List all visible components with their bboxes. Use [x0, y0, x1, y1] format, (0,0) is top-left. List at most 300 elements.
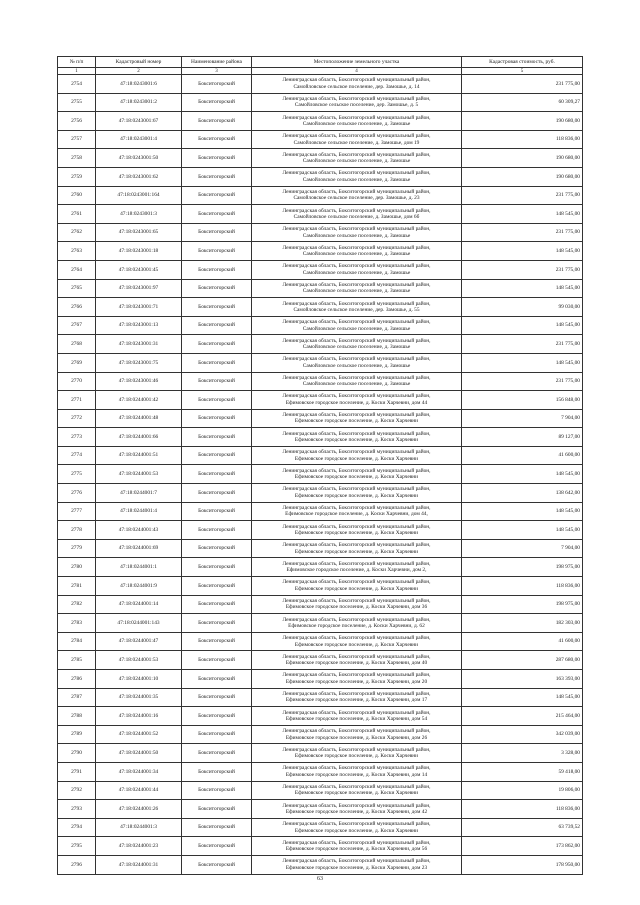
location-line-2: Самойловское сельское поселение, д. Замошье, дом 6б — [293, 213, 420, 220]
cadastral-number: 47:18:0243001:67 — [96, 112, 182, 131]
location-line-2: Самойловское сельское поселение, д. Замошье — [302, 232, 411, 239]
row-number: 2758 — [58, 149, 96, 168]
location-line-2: Ефимовское городское поселение, д. Коски Харчевни — [294, 437, 419, 444]
location — [252, 186, 462, 205]
location-line-1: Ленинградская область, Бокситогорский муниципальный район, — [282, 133, 431, 140]
location-line-1: Ленинградская область, Бокситогорский муниципальный район, — [282, 244, 431, 251]
location-line-2: Ефимовское городское поселение, д. Коски Харчевни — [294, 492, 419, 499]
cadastral-number: 47:18:0244001:3 — [96, 818, 182, 837]
district-name: Бокситогорский — [182, 446, 252, 465]
cadastral-value: 41 600,00 — [462, 632, 583, 651]
table-row — [58, 670, 583, 689]
location — [252, 446, 462, 465]
location-line-2: Ефимовское городское поселение, д. Коски Харчевни, дом 54 — [285, 715, 428, 722]
district-name: Бокситогорский — [182, 800, 252, 819]
row-number: 2792 — [58, 781, 96, 800]
location-line-1: Ленинградская область, Бокситогорский муниципальный район, — [282, 858, 431, 865]
district-name: Бокситогорский — [182, 539, 252, 558]
location-line-1: Ленинградская область, Бокситогорский муниципальный район, — [282, 523, 431, 530]
location-line-2: Самойловское сельское поселение, дер. Замошье, д. 5 — [294, 102, 419, 109]
district-name: Бокситогорский — [182, 632, 252, 651]
location — [252, 260, 462, 279]
row-number: 2783 — [58, 614, 96, 633]
table-row — [58, 855, 583, 874]
district-name: Бокситогорский — [182, 614, 252, 633]
location-line-1: Ленинградская область, Бокситогорский муниципальный район, — [282, 319, 431, 326]
table-row — [58, 242, 583, 261]
location-line-1: Ленинградская область, Бокситогорский муниципальный район, — [282, 560, 431, 567]
location — [252, 75, 462, 94]
table-row — [58, 707, 583, 726]
location — [252, 205, 462, 224]
location — [252, 167, 462, 186]
location-line-2: Самойловское сельское поселение, д. Замошье — [302, 269, 411, 276]
row-number: 2756 — [58, 112, 96, 131]
location — [252, 149, 462, 168]
cadastral-number: 47:18:0244001:48 — [96, 409, 182, 428]
row-number: 2757 — [58, 130, 96, 149]
district-name: Бокситогорский — [182, 372, 252, 391]
district-name: Бокситогорский — [182, 409, 252, 428]
location-line-1: Ленинградская область, Бокситогорский муниципальный район, — [282, 337, 431, 344]
location-line-2: Самойловское сельское поселение, д. Замошье — [302, 251, 411, 258]
table-row — [58, 186, 583, 205]
cadastral-value: 173 862,00 — [462, 837, 583, 856]
location-line-1: Ленинградская область, Бокситогорский муниципальный район, — [282, 412, 431, 419]
location-line-1: Ленинградская область, Бокситогорский муниципальный район, — [282, 95, 431, 102]
cadastral-value: 148 545,00 — [462, 502, 583, 521]
table-row — [58, 688, 583, 707]
location — [252, 502, 462, 521]
cadastral-number: 47:18:0244001:23 — [96, 837, 182, 856]
cadastral-number: 47:18:0244001:35 — [96, 688, 182, 707]
table-row — [58, 446, 583, 465]
cadastral-value: 198 975,00 — [462, 595, 583, 614]
location-line-2: Ефимовское городское поселение, д. Коски Харчевни — [294, 418, 419, 425]
cadastral-number: 47:18:0244001:4 — [96, 502, 182, 521]
location-line-1: Ленинградская область, Бокситогорский муниципальный район, — [282, 263, 431, 270]
row-number: 2775 — [58, 465, 96, 484]
cadastral-number: 47:18:0244001:44 — [96, 781, 182, 800]
table-row — [58, 632, 583, 651]
district-name: Бокситогорский — [182, 688, 252, 707]
district-name: Бокситогорский — [182, 149, 252, 168]
table-row — [58, 298, 583, 317]
cadastral-number: 47:18:0244001:1 — [96, 558, 182, 577]
table-row — [58, 595, 583, 614]
location-line-2: Ефимовское городское поселение, д. Коски Харчевни — [294, 548, 419, 555]
location — [252, 428, 462, 447]
location-line-1: Ленинградская область, Бокситогорский муниципальный район, — [282, 467, 431, 474]
location-line-2: Самойловское сельское поселение, д. Замошье, дом 19 — [293, 139, 420, 146]
cadastral-number: 47:18:0244001:50 — [96, 744, 182, 763]
cadastral-number: 47:18:0244001:34 — [96, 762, 182, 781]
header-location: Местоположение земельного участка — [252, 57, 462, 68]
table-row — [58, 744, 583, 763]
district-name: Бокситогорский — [182, 75, 252, 94]
cadastral-number: 47:18:0244001:7 — [96, 484, 182, 503]
table-row — [58, 260, 583, 279]
cadastral-value: 231 775,00 — [462, 75, 583, 94]
cadastral-value: 148 545,00 — [462, 205, 583, 224]
location-line-2: Ефимовское городское поселение, д. Коски Харчевни, дом 20 — [285, 678, 428, 685]
column-number: 3 — [182, 68, 252, 75]
district-name: Бокситогорский — [182, 353, 252, 372]
row-number: 2767 — [58, 316, 96, 335]
row-number: 2760 — [58, 186, 96, 205]
cadastral-number: 47:18:0243001:13 — [96, 316, 182, 335]
row-number: 2787 — [58, 688, 96, 707]
cadastral-number: 47:18:0244001:69 — [96, 539, 182, 558]
district-name: Бокситогорский — [182, 484, 252, 503]
table-row — [58, 800, 583, 819]
location-line-1: Ленинградская область, Бокситогорский муниципальный район, — [282, 765, 431, 772]
cadastral-value: 148 545,00 — [462, 465, 583, 484]
location — [252, 855, 462, 874]
location — [252, 818, 462, 837]
location-line-2: Ефимовское городское поселение, д. Коски Харчевни, дом 2, — [286, 567, 427, 574]
district-name: Бокситогорский — [182, 391, 252, 410]
row-number: 2777 — [58, 502, 96, 521]
location — [252, 800, 462, 819]
location — [252, 242, 462, 261]
row-number: 2796 — [58, 855, 96, 874]
cadastral-value-table — [57, 56, 583, 875]
column-number: 1 — [58, 68, 96, 75]
row-number: 2754 — [58, 75, 96, 94]
cadastral-number: 47:18:0244001:16 — [96, 707, 182, 726]
header-district-name: Наименование района — [182, 57, 252, 68]
location-line-1: Ленинградская область, Бокситогорский муниципальный район, — [282, 783, 431, 790]
cadastral-number: 47:18:0244001:52 — [96, 725, 182, 744]
location-line-1: Ленинградская область, Бокситогорский муниципальный район, — [282, 635, 431, 642]
location-line-2: Самойловское сельское поселение, д. Замошье — [302, 176, 411, 183]
cadastral-number: 47:18:0244001:26 — [96, 800, 182, 819]
location — [252, 725, 462, 744]
cadastral-number: 47:18:0244001:31 — [96, 855, 182, 874]
district-name: Бокситогорский — [182, 112, 252, 131]
cadastral-value: 7 904,00 — [462, 539, 583, 558]
table-row — [58, 93, 583, 112]
location-line-1: Ленинградская область, Бокситогорский муниципальный район, — [282, 486, 431, 493]
table-row — [58, 149, 583, 168]
district-name: Бокситогорский — [182, 502, 252, 521]
cadastral-value: 148 545,00 — [462, 279, 583, 298]
cadastral-number: 47:18:0243001:31 — [96, 335, 182, 354]
location — [252, 837, 462, 856]
district-name: Бокситогорский — [182, 167, 252, 186]
location-line-1: Ленинградская область, Бокситогорский муниципальный район, — [282, 542, 431, 549]
location-line-2: Самойловское сельское поселение, д. Замошье — [302, 120, 411, 127]
location-line-1: Ленинградская область, Бокситогорский муниципальный район, — [282, 598, 431, 605]
location-line-1: Ленинградская область, Бокситогорский муниципальный район, — [282, 672, 431, 679]
cadastral-number: 47:18:0244001:9 — [96, 577, 182, 596]
cadastral-value: 89 127,00 — [462, 428, 583, 447]
district-name: Бокситогорский — [182, 744, 252, 763]
cadastral-value: 148 545,00 — [462, 521, 583, 540]
row-number: 2766 — [58, 298, 96, 317]
location-line-1: Ленинградская область, Бокситогорский муниципальный район, — [282, 690, 431, 697]
cadastral-number: 47:18:0244001:53 — [96, 651, 182, 670]
row-number: 2771 — [58, 391, 96, 410]
location-line-2: Ефимовское городское поселение, д. Коски Харчевни, дом 56 — [285, 846, 428, 853]
table-row — [58, 781, 583, 800]
cadastral-value: 163 393,00 — [462, 670, 583, 689]
district-name: Бокситогорский — [182, 651, 252, 670]
location-line-2: Ефимовское городское поселение, д. Коски Харчевни, дом 42 — [285, 808, 428, 815]
location-line-1: Ленинградская область, Бокситогорский муниципальный район, — [282, 505, 431, 512]
location-line-2: Ефимовское городское поселение, д. Коски Харчевни, дом 40 — [285, 660, 428, 667]
location — [252, 632, 462, 651]
district-name: Бокситогорский — [182, 130, 252, 149]
cadastral-value: 99 030,00 — [462, 298, 583, 317]
row-number: 2795 — [58, 837, 96, 856]
location-line-1: Ленинградская область, Бокситогорский муниципальный район, — [282, 449, 431, 456]
row-number: 2776 — [58, 484, 96, 503]
location — [252, 558, 462, 577]
location — [252, 279, 462, 298]
table-row — [58, 762, 583, 781]
location-line-1: Ленинградская область, Бокситогорский муниципальный район, — [282, 114, 431, 121]
location-line-2: Самойловское сельское поселение, д. Замошье — [302, 325, 411, 332]
cadastral-number: 47:18:0244001:43 — [96, 521, 182, 540]
location-line-1: Ленинградская область, Бокситогорский муниципальный район, — [282, 746, 431, 753]
cadastral-number: 47:18:0244001:66 — [96, 428, 182, 447]
location-line-2: Самойловское сельское поселение, д. Замошье — [302, 362, 411, 369]
cadastral-value: 182 303,00 — [462, 614, 583, 633]
cadastral-value: 148 545,00 — [462, 353, 583, 372]
table-row — [58, 558, 583, 577]
district-name: Бокситогорский — [182, 260, 252, 279]
location-line-1: Ленинградская область, Бокситогорский муниципальный район, — [282, 616, 431, 623]
location — [252, 223, 462, 242]
location — [252, 316, 462, 335]
cadastral-number: 47:18:0244001:51 — [96, 446, 182, 465]
row-number: 2769 — [58, 353, 96, 372]
row-number: 2785 — [58, 651, 96, 670]
location-line-2: Самойловское сельское поселение, дер. Замошье, д. 55 — [293, 306, 420, 313]
location — [252, 670, 462, 689]
column-number: 2 — [96, 68, 182, 75]
location — [252, 353, 462, 372]
cadastral-value: 41 600,00 — [462, 446, 583, 465]
district-name: Бокситогорский — [182, 93, 252, 112]
cadastral-value: 148 545,00 — [462, 316, 583, 335]
district-name: Бокситогорский — [182, 521, 252, 540]
cadastral-number: 47:18:0243001:75 — [96, 353, 182, 372]
row-number: 2786 — [58, 670, 96, 689]
location — [252, 93, 462, 112]
district-name: Бокситогорский — [182, 316, 252, 335]
district-name: Бокситогорский — [182, 298, 252, 317]
row-number: 2772 — [58, 409, 96, 428]
row-number: 2791 — [58, 762, 96, 781]
table-row — [58, 391, 583, 410]
table-row — [58, 75, 583, 94]
row-number: 2761 — [58, 205, 96, 224]
location — [252, 521, 462, 540]
location-line-2: Ефимовское городское поселение, д. Коски Харчевни — [294, 455, 419, 462]
location-line-2: Ефимовское городское поселение, д. Коски Харчевни — [294, 474, 419, 481]
cadastral-value: 231 775,00 — [462, 223, 583, 242]
row-number: 2782 — [58, 595, 96, 614]
location-line-2: Ефимовское городское поселение, д. Коски Харчевни — [294, 827, 419, 834]
cadastral-number: 47:18:0243001:71 — [96, 298, 182, 317]
header-cadastral-number: Кадастровый номер — [96, 57, 182, 68]
table-row — [58, 335, 583, 354]
location-line-2: Ефимовское городское поселение, д. Коски Харчевни, дом 17 — [285, 697, 428, 704]
location-line-1: Ленинградская область, Бокситогорский муниципальный район, — [282, 393, 431, 400]
location-line-2: Самойловское сельское поселение, д. Замошье — [302, 344, 411, 351]
location-line-1: Ленинградская область, Бокситогорский муниципальный район, — [282, 281, 431, 288]
cadastral-number: 47:18:0243001:97 — [96, 279, 182, 298]
row-number: 2789 — [58, 725, 96, 744]
cadastral-value: 19 806,00 — [462, 781, 583, 800]
district-name: Бокситогорский — [182, 818, 252, 837]
table-row — [58, 279, 583, 298]
location-line-1: Ленинградская область, Бокситогорский муниципальный район, — [282, 300, 431, 307]
district-name: Бокситогорский — [182, 465, 252, 484]
table-row — [58, 818, 583, 837]
location-line-1: Ленинградская область, Бокситогорский муниципальный район, — [282, 374, 431, 381]
cadastral-value: 190 680,00 — [462, 149, 583, 168]
cadastral-value: 7 904,00 — [462, 409, 583, 428]
location — [252, 707, 462, 726]
table-row — [58, 112, 583, 131]
district-name: Бокситогорский — [182, 595, 252, 614]
row-number: 2781 — [58, 577, 96, 596]
location-line-2: Самойловское сельское поселение, дер. Замошье, д. 14 — [293, 83, 420, 90]
location — [252, 130, 462, 149]
cadastral-number: 47:18:0243001:62 — [96, 167, 182, 186]
district-name: Бокситогорский — [182, 279, 252, 298]
cadastral-number: 47:18:0243001:18 — [96, 242, 182, 261]
location-line-1: Ленинградская область, Бокситогорский муниципальный район, — [282, 207, 431, 214]
cadastral-number: 47:18:0244001:47 — [96, 632, 182, 651]
cadastral-value: 231 775,00 — [462, 335, 583, 354]
row-number: 2774 — [58, 446, 96, 465]
location — [252, 112, 462, 131]
table-row — [58, 428, 583, 447]
cadastral-value: 215 464,00 — [462, 707, 583, 726]
cadastral-number: 47:18:0243001:4 — [96, 130, 182, 149]
table-body — [58, 75, 583, 875]
location-line-1: Ленинградская область, Бокситогорский муниципальный район, — [282, 728, 431, 735]
cadastral-number: 47:18:0244001:143 — [96, 614, 182, 633]
location — [252, 614, 462, 633]
location-line-2: Ефимовское городское поселение, д. Коски Харчевни, дом 44, — [285, 511, 428, 518]
location — [252, 688, 462, 707]
location-line-2: Ефимовское городское поселение, д. Коски Харчевни — [294, 585, 419, 592]
location-line-2: Ефимовское городское поселение, д. Коски Харчевни — [294, 790, 419, 797]
location — [252, 539, 462, 558]
table-row — [58, 316, 583, 335]
header-cadastral-value: Кадастровая стоимость, руб. — [462, 57, 583, 68]
location-line-2: Ефимовское городское поселение, д. Коски Харчевни, дом 36 — [285, 604, 428, 611]
district-name: Бокситогорский — [182, 725, 252, 744]
table-row — [58, 725, 583, 744]
district-name: Бокситогорский — [182, 577, 252, 596]
table-row — [58, 484, 583, 503]
cadastral-value: 118 836,00 — [462, 800, 583, 819]
location — [252, 762, 462, 781]
table-row — [58, 577, 583, 596]
cadastral-number: 47:18:0244001:42 — [96, 391, 182, 410]
district-name: Бокситогорский — [182, 781, 252, 800]
location-line-2: Ефимовское городское поселение, д. Коски Харчевни — [294, 641, 419, 648]
cadastral-value: 63 739,52 — [462, 818, 583, 837]
location — [252, 298, 462, 317]
location-line-2: Самойловское сельское поселение, д. Замошье — [302, 158, 411, 165]
district-name: Бокситогорский — [182, 837, 252, 856]
location-line-1: Ленинградская область, Бокситогорский муниципальный район, — [282, 356, 431, 363]
district-name: Бокситогорский — [182, 670, 252, 689]
cadastral-value: 118 836,00 — [462, 577, 583, 596]
table-row — [58, 837, 583, 856]
row-number: 2794 — [58, 818, 96, 837]
table-row — [58, 502, 583, 521]
table-row — [58, 409, 583, 428]
district-name: Бокситогорский — [182, 707, 252, 726]
district-name: Бокситогорский — [182, 428, 252, 447]
cadastral-value: 231 775,00 — [462, 260, 583, 279]
table-row — [58, 465, 583, 484]
table-row — [58, 205, 583, 224]
district-name: Бокситогорский — [182, 762, 252, 781]
location-line-1: Ленинградская область, Бокситогорский муниципальный район, — [282, 188, 431, 195]
cadastral-value: 148 545,00 — [462, 242, 583, 261]
cadastral-number: 47:18:0243001:6 — [96, 75, 182, 94]
location — [252, 391, 462, 410]
cadastral-number: 47:18:0243001:45 — [96, 260, 182, 279]
cadastral-number: 47:18:0243001:164 — [96, 186, 182, 205]
location-line-2: Ефимовское городское поселение, д. Коски Харчевни, дом 44 — [285, 399, 428, 406]
location-line-1: Ленинградская область, Бокситогорский муниципальный район, — [282, 77, 431, 84]
cadastral-number: 47:18:0243001:50 — [96, 149, 182, 168]
row-number: 2762 — [58, 223, 96, 242]
district-name: Бокситогорский — [182, 558, 252, 577]
table-row — [58, 130, 583, 149]
location — [252, 651, 462, 670]
table-row — [58, 614, 583, 633]
table-row — [58, 353, 583, 372]
row-number: 2755 — [58, 93, 96, 112]
table-row — [58, 167, 583, 186]
cadastral-value: 118 836,00 — [462, 130, 583, 149]
column-number: 5 — [462, 68, 583, 75]
district-name: Бокситогорский — [182, 335, 252, 354]
location-line-1: Ленинградская область, Бокситогорский муниципальный район, — [282, 430, 431, 437]
location-line-1: Ленинградская область, Бокситогорский муниципальный район, — [282, 226, 431, 233]
location-line-2: Самойловское сельское поселение, дер. Замошье, д. 23 — [293, 195, 420, 202]
cadastral-value: 156 848,00 — [462, 391, 583, 410]
cadastral-value: 342 039,00 — [462, 725, 583, 744]
location-line-2: Самойловское сельское поселение, д. Замошье — [302, 381, 411, 388]
row-number: 2770 — [58, 372, 96, 391]
location — [252, 372, 462, 391]
location-line-1: Ленинградская область, Бокситогорский муниципальный район, — [282, 802, 431, 809]
cadastral-number: 47:18:0243001:65 — [96, 223, 182, 242]
location-line-1: Ленинградская область, Бокситогорский муниципальный район, — [282, 653, 431, 660]
cadastral-value: 138 642,00 — [462, 484, 583, 503]
cadastral-value: 190 680,00 — [462, 112, 583, 131]
cadastral-value: 3 328,00 — [462, 744, 583, 763]
row-number: 2779 — [58, 539, 96, 558]
location-line-2: Ефимовское городское поселение, д. Коски Харчевни, дом 23 — [285, 864, 428, 871]
location-line-1: Ленинградская область, Бокситогорский муниципальный район, — [282, 709, 431, 716]
column-number: 4 — [252, 68, 462, 75]
location-line-1: Ленинградская область, Бокситогорский муниципальный район, — [282, 151, 431, 158]
